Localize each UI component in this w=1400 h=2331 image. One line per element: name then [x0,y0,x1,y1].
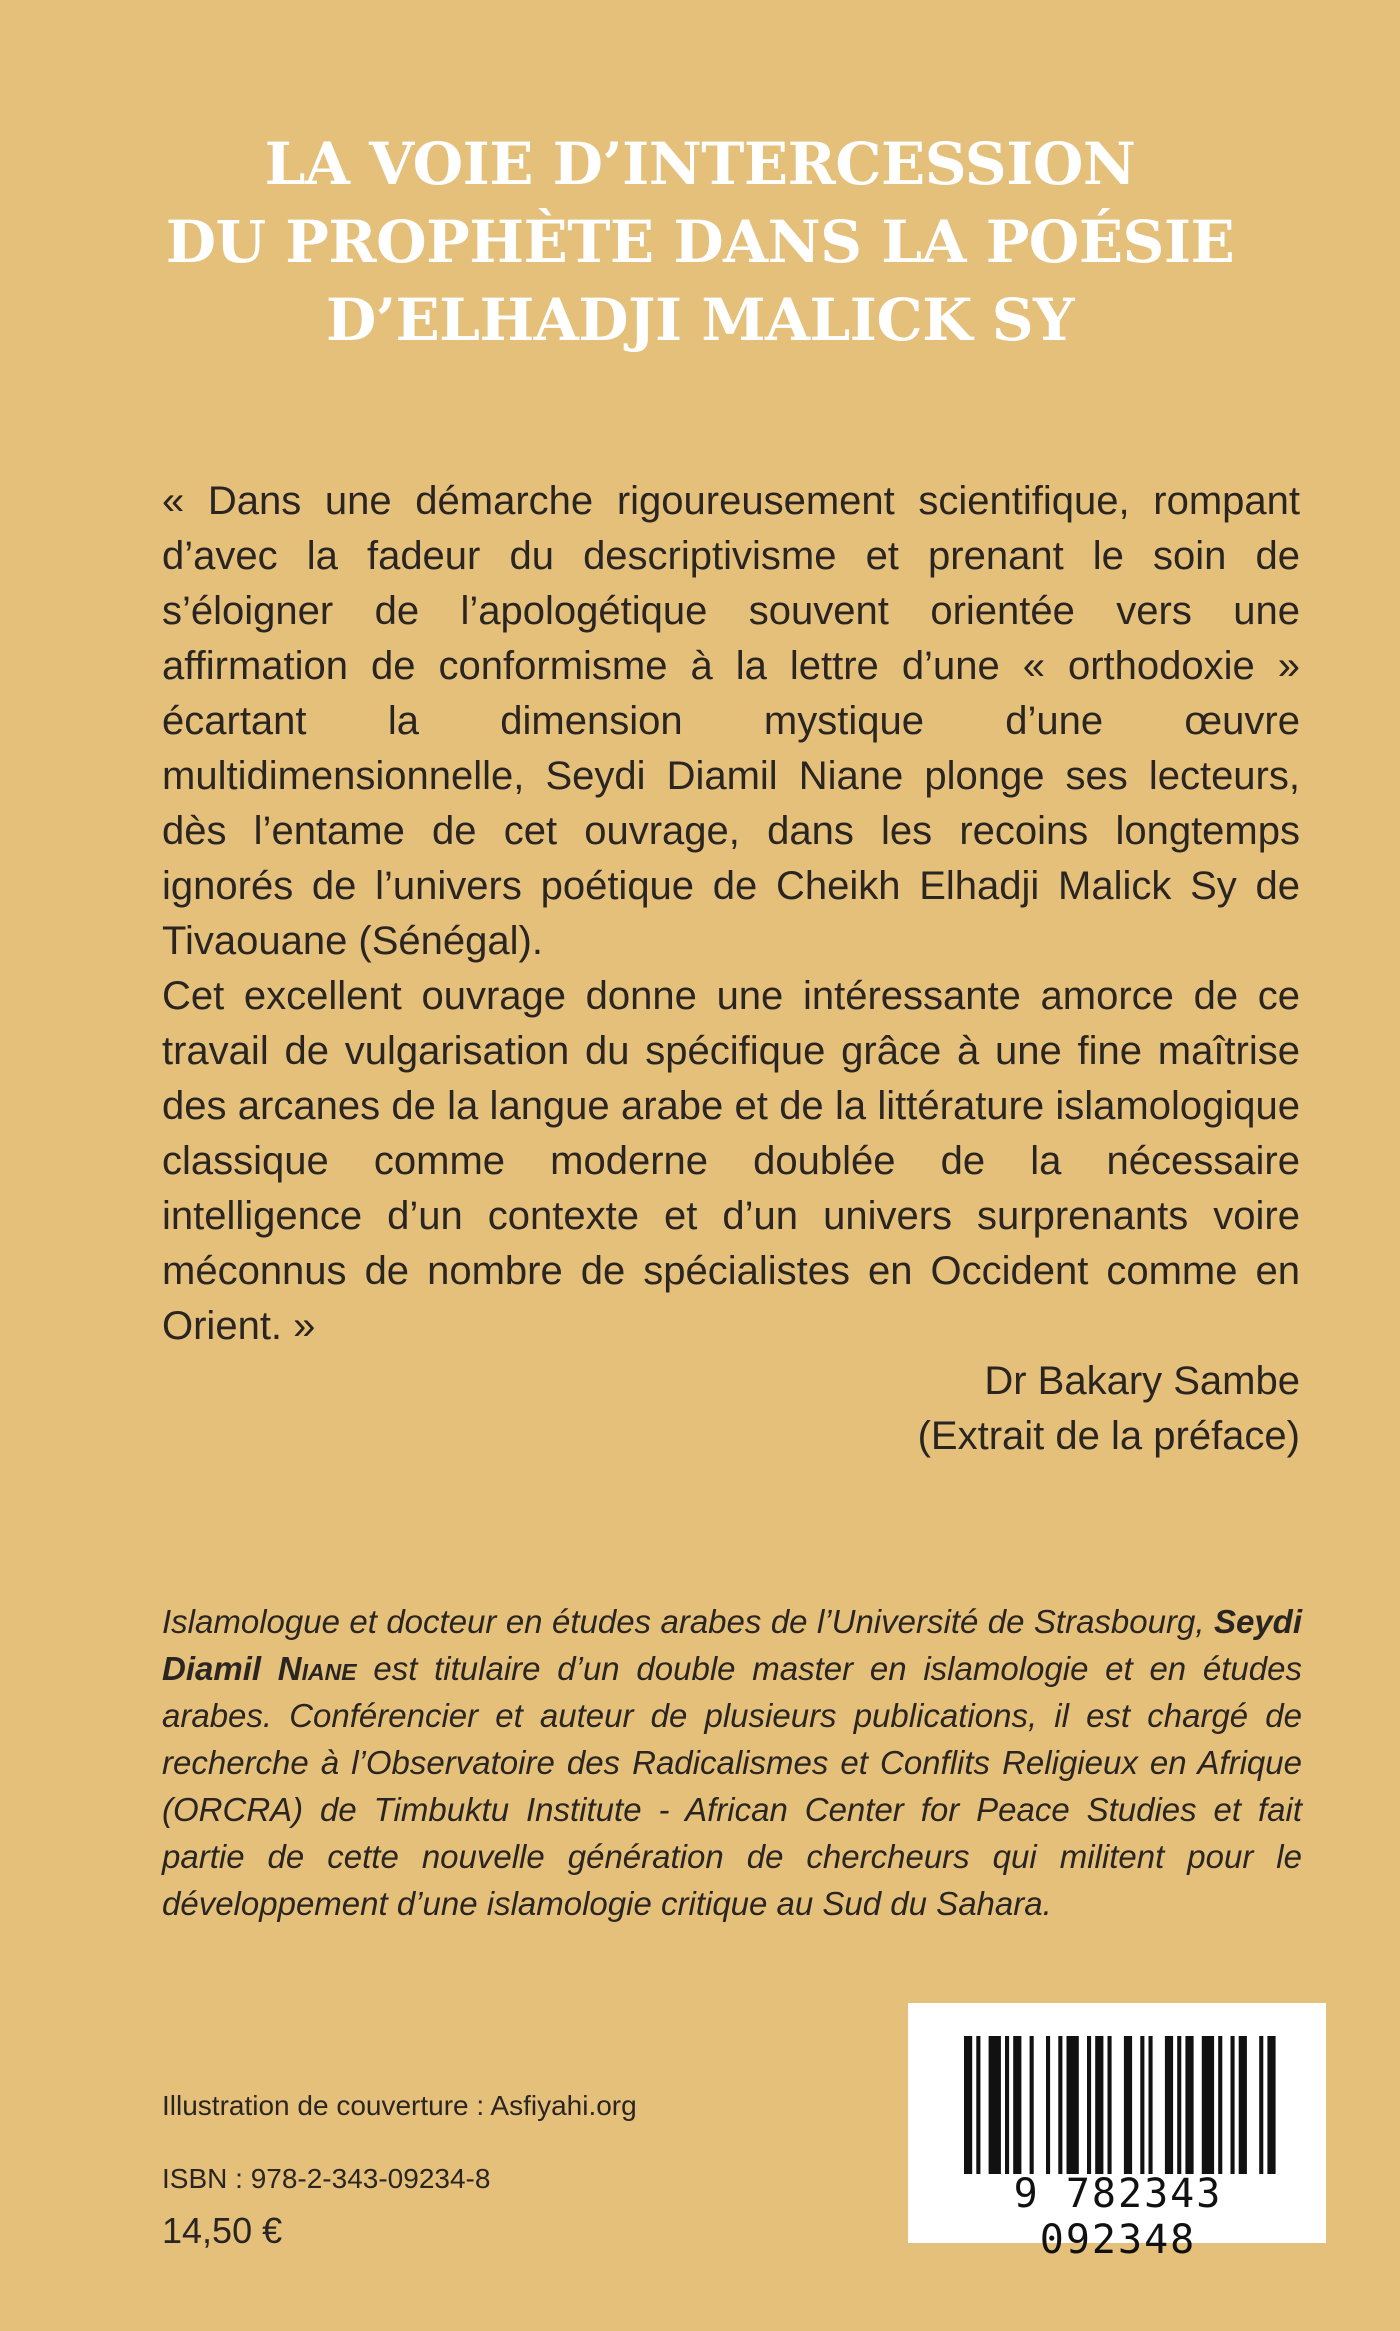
quote-author: Dr Bakary Sambe [984,1359,1300,1403]
author-bio [162,1598,1302,1927]
price: 14,50 € [162,2210,283,2251]
barcode-bar [1140,2036,1144,2174]
barcode-digits: 9 782343 092348 [1013,2171,1223,2263]
title-line-2: DU PROPHÈTE DANS LA POÉSIE [165,208,1235,276]
barcode-bar [1149,2036,1153,2174]
barcode-bar [976,2036,980,2174]
book-title [120,125,1280,359]
barcode-bar [1231,2036,1235,2174]
bio-intro: Islamologue et docteur en études arabes de l’Université de Strasbourg, [162,1603,1205,1640]
barcode-bar [1067,2036,1079,2174]
barcode-bar [1267,2036,1275,2174]
barcode [908,2003,1326,2263]
barcode-bar [1058,2036,1062,2174]
barcode-bar [1005,2036,1009,2174]
barcode-bar [1046,2036,1050,2174]
barcode-bar [1030,2036,1034,2174]
barcode-bar [1013,2036,1021,2174]
barcode-bar [1095,2036,1103,2174]
barcode-bar [1185,2036,1193,2174]
quote-source: (Extrait de la préface) [917,1414,1300,1458]
barcode-bar [1259,2036,1263,2174]
title-line-1: LA VOIE D’INTERCESSION [264,130,1136,198]
title-line-3: D’ELHADJI MALICK SY [325,286,1074,354]
quote-paragraph-1: « Dans une démarche rigoureusement scientifique, rompant d’avec la fadeur du descriptivisme et prenant le soin de s’éloigner de l’apologétique souvent orientée vers une affirmation de conformisme à la lettre d’une « orthodoxie » écartant la dimension mystique d’une œuvre multidimensionnelle, Seydi Diamil Niane plonge ses lecteurs, dès l’entame de cet ouvrage, dans les recoins longtemps ignorés de l’univers poétique de Cheikh Elhadji Malick Sy de Tivaouane (Sénégal). [162,479,1300,963]
cover-credit: Illustration de couverture : Asfiyahi.org [162,2090,637,2121]
bio-text: est titulaire d’un double master en islamologie et en études arabes. Conférencier et auteur de plusieurs publications, il est chargé de recherche à l’Observatoire des Radicalismes et Conflits Religieux en Afrique (ORCRA) de Timbuktu Institute - African Center for Peace Studies et fait partie de cette nouvelle génération de chercheurs qui militent pour le développement d’une islamologie critique au Sud du Sahara. [162,1650,1302,1922]
isbn: ISBN : 978-2-343-09234-8 [162,2163,491,2194]
barcode-bar [1202,2036,1214,2174]
barcode-bar [1124,2036,1132,2174]
barcode-bar [989,2036,1001,2174]
quote-paragraph-2: Cet excellent ouvrage donne une intéressante amorce de ce travail de vulgarisation du spécifique grâce à une fine maîtrise des arcanes de la langue arabe et de la littérature islamologique classique comme moderne doublée de la nécessaire intelligence d’un contexte et d’un univers surprenants voire méconnus de nombre de spécialistes en Occident comme en Orient. » [162,974,1300,1348]
preface-quote [162,474,1300,1354]
author-first-name: Seydi Diamil [162,1603,1302,1687]
barcode-bar [1087,2036,1091,2174]
barcode-bar [1108,2036,1112,2174]
barcode-bar [1218,2036,1222,2174]
barcode-bar [1165,2036,1173,2174]
barcode-bar [1177,2036,1181,2174]
barcode-bar [1239,2036,1247,2174]
author-last-name: Niane [277,1650,357,1687]
barcode-bar [964,2036,972,2174]
